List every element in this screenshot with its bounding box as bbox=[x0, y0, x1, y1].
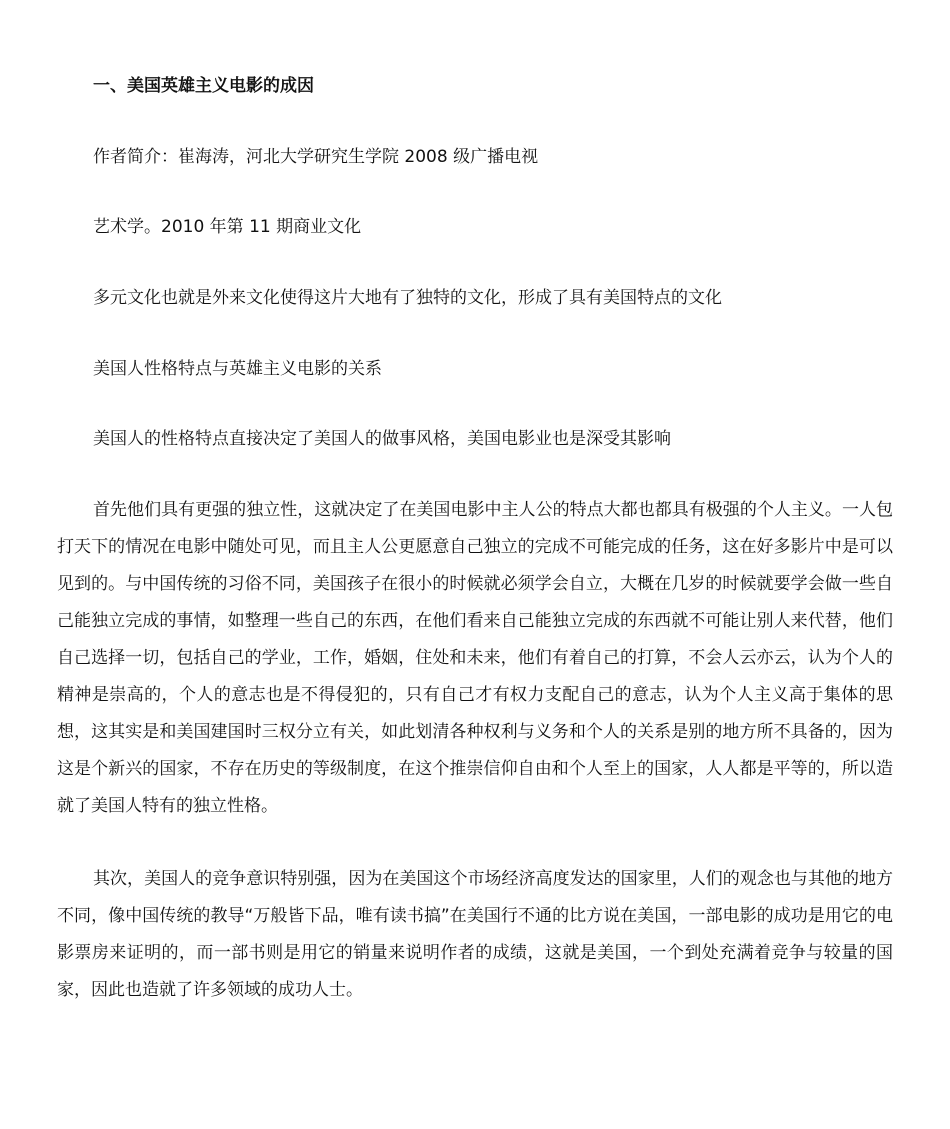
subheading-character-relation: 美国人性格特点与英雄主义电影的关系 bbox=[93, 359, 382, 379]
text-line-multiculture: 多元文化也就是外来文化使得这片大地有了独特的文化，形成了具有美国特点的文化 bbox=[93, 288, 722, 308]
body-paragraph-competition: 其次，美国人的竞争意识特别强，因为在美国这个市场经济高度发达的国家里，人们的观念也与其他的地方不同，像中国传统的教导“万般皆下品，唯有读书搞”在美国行不通的比方说在美国，一部电影的成功是用它的电影票房来证明的，而一部书则是用它的销量来说明作者的成绩，这就是美国，一个到处充满着竞争与较量的国家，因此也造就了许多领域的成功人士。 bbox=[57, 869, 893, 1000]
section-heading: 一、美国英雄主义电影的成因 bbox=[93, 76, 314, 96]
body-paragraph-independence: 首先他们具有更强的独立性，这就决定了在美国电影中主人公的特点大都也都具有极强的个人主义。一人包打天下的情况在电影中随处可见，而且主人公更愿意自己独立的完成不可能完成的任务，这在好多影片中是可以见到的。与中国传统的习俗不同，美国孩子在很小的时候就必须学会自立，大概在几岁的时候就要学会做一些自己能独立完成的事情，如整理一些自己的东西，在他们看来自己能独立完成的东西就不可能让别人来代替，他们自己选择一切，包括自己的学业，工作，婚姻，住处和未来，他们有着自己的打算，不会人云亦云，认为个人的精神是崇高的，个人的意志也是不得侵犯的，只有自己才有权力支配自己的意志，认为个人主义高于集体的思想，这其实是和美国建国时三权分立有关，如此划清各种权利与义务和个人的关系是别的地方所不具备的，因为这是个新兴的国家，不存在历史的等级制度，在这个推崇信仰自由和个人至上的国家，人人都是平等的，所以造就了美国人特有的独立性格。 bbox=[57, 500, 893, 816]
author-intro-line: 作者简介：崔海涛，河北大学研究生学院 2008 级广播电视 bbox=[93, 147, 539, 167]
text-line-character-influence: 美国人的性格特点直接决定了美国人的做事风格，美国电影业也是深受其影响 bbox=[93, 429, 671, 449]
publication-line: 艺术学。2010 年第 11 期商业文化 bbox=[93, 217, 362, 237]
